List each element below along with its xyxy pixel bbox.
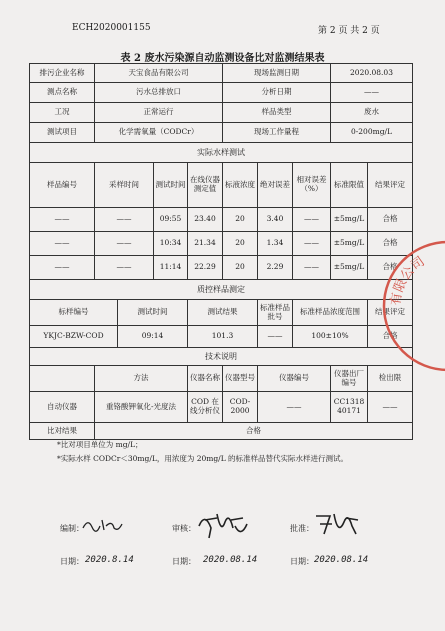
- section-title-tech: 技术说明: [30, 348, 413, 366]
- info-row: [30, 103, 413, 123]
- cell: ——: [30, 232, 95, 256]
- cell: COD 在线分析仪: [188, 392, 223, 423]
- cell: ±5mg/L: [331, 208, 368, 232]
- cell: ——: [95, 208, 154, 232]
- actual-header-row: [30, 163, 413, 208]
- info-row: [30, 123, 413, 143]
- section-title-qc: 质控样品测定: [30, 280, 413, 300]
- info-value: 化学需氧量（CODCr）: [95, 123, 223, 143]
- info-label: 工况: [30, 103, 95, 123]
- table-row: [30, 423, 413, 440]
- cell: 100±10%: [293, 326, 368, 348]
- reviewed-date-label: 日期：: [172, 557, 196, 566]
- blank-cell: [30, 366, 95, 392]
- cell: ——: [95, 232, 154, 256]
- cell: 合格: [368, 256, 413, 280]
- col-header: 标液浓度: [223, 163, 258, 208]
- note-line: *比对项目单位为 mg/L；: [57, 440, 143, 449]
- info-label: 样品类型: [223, 103, 331, 123]
- cell: 合格: [368, 208, 413, 232]
- result-table: [29, 63, 413, 440]
- cell: ——: [258, 326, 293, 348]
- cell: 2.29: [258, 256, 293, 280]
- cell: 20: [223, 256, 258, 280]
- cell: COD-2000: [223, 392, 258, 423]
- info-row: [30, 64, 413, 83]
- cell: CC131840171: [331, 392, 368, 423]
- table-row: [30, 256, 413, 280]
- info-label: 排污企业名称: [30, 64, 95, 83]
- col-header: 在线仪器测定值: [188, 163, 223, 208]
- cell: 20: [223, 208, 258, 232]
- cell: YKJC-BZW-COD: [30, 326, 118, 348]
- col-header: 测试时间: [118, 300, 188, 326]
- info-value: 正常运行: [95, 103, 223, 123]
- approved-signature: [312, 508, 362, 540]
- company-seal: [378, 236, 445, 376]
- col-header: 标准样品浓度范围: [293, 300, 368, 326]
- col-header: 标准限值: [331, 163, 368, 208]
- section-title-actual: 实际水样测试: [30, 143, 413, 163]
- info-label: 分析日期: [223, 83, 331, 103]
- approved-label: 批准：: [290, 524, 314, 533]
- cell: ——: [368, 392, 413, 423]
- info-value: 0-200mg/L: [331, 123, 413, 143]
- compare-result: 合格: [95, 423, 413, 440]
- cell: 1.34: [258, 232, 293, 256]
- cell: ——: [30, 208, 95, 232]
- cell: 09:55: [154, 208, 188, 232]
- col-header: 仪器出厂编号: [331, 366, 368, 392]
- info-label: 测点名称: [30, 83, 95, 103]
- cell: 09:14: [118, 326, 188, 348]
- col-header: 仪器编号: [258, 366, 331, 392]
- table-row: [30, 326, 413, 348]
- cell: ±5mg/L: [331, 256, 368, 280]
- seal-text: 有限公司: [388, 254, 428, 307]
- qc-header-row: [30, 300, 413, 326]
- cell: 3.40: [258, 208, 293, 232]
- info-value: ——: [331, 83, 413, 103]
- cell: ——: [293, 208, 331, 232]
- note-line: *实际水样 CODCr＜30mg/L，用浓度为 20mg/L 的标准样品替代实际水样进行测试。: [57, 454, 349, 463]
- notes: [57, 438, 348, 466]
- doc-id: ECH2020001155: [72, 23, 151, 33]
- col-header: 检出限: [368, 366, 413, 392]
- cell: ——: [258, 392, 331, 423]
- col-header: 标准样品批号: [258, 300, 293, 326]
- prepared-signature: [80, 514, 125, 536]
- col-header: 相对误差（%）: [293, 163, 331, 208]
- approved-date: 2020.08.14: [314, 555, 369, 565]
- cell: ——: [30, 256, 95, 280]
- cell: 重铬酸钾氧化-光度法: [95, 392, 188, 423]
- page-number: 第 2 页 共 2 页: [318, 26, 380, 36]
- info-value: 废水: [331, 103, 413, 123]
- info-value: 2020.08.03: [331, 64, 413, 83]
- col-header: 标样编号: [30, 300, 118, 326]
- col-header: 测试结果: [188, 300, 258, 326]
- cell: 合格: [368, 232, 413, 256]
- cell: 23.40: [188, 208, 223, 232]
- cell: 10:34: [154, 232, 188, 256]
- cell: ——: [95, 256, 154, 280]
- cell: 22.29: [188, 256, 223, 280]
- prepared-date: 2020.8.14: [85, 555, 134, 565]
- info-row: [30, 83, 413, 103]
- col-header: 方法: [95, 366, 188, 392]
- cell: 21.34: [188, 232, 223, 256]
- info-label: 现场工作量程: [223, 123, 331, 143]
- prepared-label: 编制：: [60, 524, 84, 533]
- col-header: 仪器名称: [188, 366, 223, 392]
- reviewed-signature: [195, 508, 250, 542]
- row-label: 比对结果: [30, 423, 95, 440]
- info-label: 测试项目: [30, 123, 95, 143]
- info-value: 污水总排放口: [95, 83, 223, 103]
- cell: 101.3: [188, 326, 258, 348]
- prepared-date-label: 日期：: [60, 557, 84, 566]
- cell: ——: [293, 232, 331, 256]
- info-value: 天宝食品有限公司: [95, 64, 223, 83]
- col-header: 样品编号: [30, 163, 95, 208]
- col-header: 测试时间: [154, 163, 188, 208]
- cell: 11:14: [154, 256, 188, 280]
- reviewed-label: 审核：: [172, 524, 196, 533]
- cell: 20: [223, 232, 258, 256]
- col-header: 结果评定: [368, 300, 413, 326]
- approved-date-label: 日期：: [290, 557, 314, 566]
- col-header: 结果评定: [368, 163, 413, 208]
- row-label: 自动仪器: [30, 392, 95, 423]
- col-header: 采样时间: [95, 163, 154, 208]
- reviewed-date: 2020.08.14: [203, 555, 258, 565]
- cell: ±5mg/L: [331, 232, 368, 256]
- tech-header-row: [30, 366, 413, 392]
- cell: ——: [293, 256, 331, 280]
- col-header: 绝对误差: [258, 163, 293, 208]
- table-row: [30, 392, 413, 423]
- table-row: [30, 208, 413, 232]
- table-title: 表 2 废水污染源自动监测设备比对监测结果表: [120, 53, 325, 64]
- info-label: 现场监测日期: [223, 64, 331, 83]
- table-row: [30, 232, 413, 256]
- cell: 合格: [368, 326, 413, 348]
- col-header: 仪器型号: [223, 366, 258, 392]
